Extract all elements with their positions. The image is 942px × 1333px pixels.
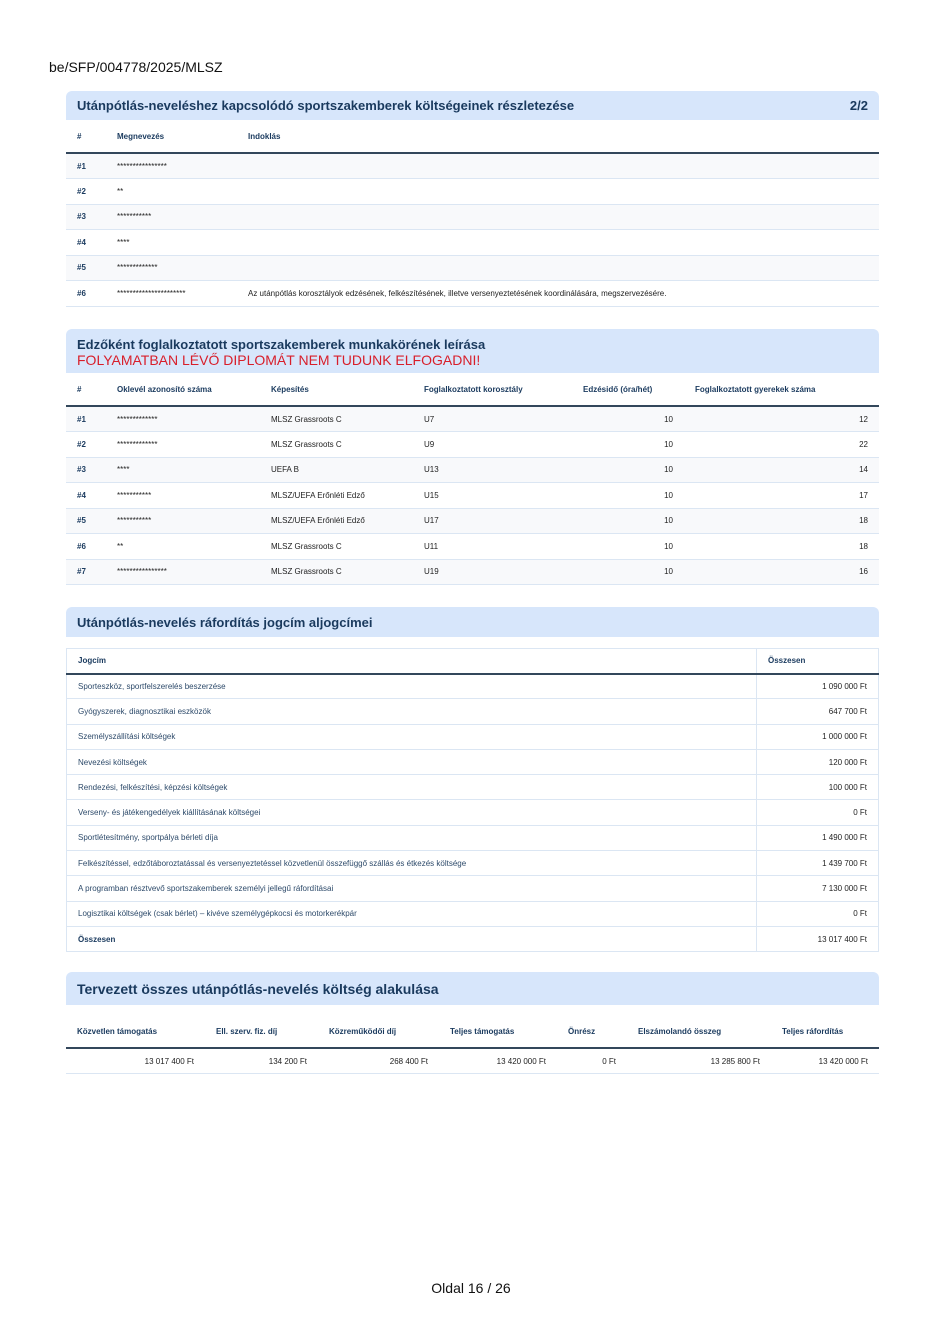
row-reason [237, 230, 879, 256]
section-coach-roles [66, 329, 879, 585]
row-index: #1 [66, 153, 106, 179]
age-group: U19 [413, 559, 572, 585]
qualification: MLSZ Grassroots C [260, 406, 413, 432]
row-index: #2 [66, 432, 106, 458]
row-index: #3 [66, 457, 106, 483]
section-header [66, 91, 879, 120]
qualification: MLSZ/UEFA Erőnléti Edző [260, 508, 413, 534]
total-label: Összesen [67, 926, 757, 951]
section-header [66, 329, 879, 373]
table-row [67, 699, 879, 724]
column-header: Jogcím [67, 649, 757, 674]
category-label: A programban résztvevő sportszakemberek személyi jellegű ráfordításai [67, 876, 757, 901]
row-reason [237, 153, 879, 179]
own-contribution-value: 0 Ft [557, 1048, 627, 1074]
column-header: Közvetlen támogatás [66, 1015, 205, 1048]
total-amount: 13 017 400 Ft [757, 926, 879, 951]
column-header: # [66, 373, 106, 406]
category-amount: 100 000 Ft [757, 775, 879, 800]
contributor-fee-value: 268 400 Ft [318, 1048, 439, 1074]
table-row [67, 901, 879, 926]
row-name: ** [106, 179, 237, 205]
table-row [66, 255, 879, 281]
training-hours: 10 [572, 483, 684, 509]
section-expense-subcategories [66, 607, 879, 952]
category-label: Gyógyszerek, diagnosztikai eszközök [67, 699, 757, 724]
section-staff-costs [66, 91, 879, 307]
training-hours: 10 [572, 508, 684, 534]
table-row [66, 406, 879, 432]
column-header: Teljes támogatás [439, 1015, 557, 1048]
age-group: U15 [413, 483, 572, 509]
children-count: 18 [684, 508, 879, 534]
row-name: **************** [106, 153, 237, 179]
row-reason [237, 179, 879, 205]
certificate-id: *********** [106, 483, 260, 509]
category-label: Nevezési költségek [67, 749, 757, 774]
table-row [67, 800, 879, 825]
training-hours: 10 [572, 406, 684, 432]
column-header: Megnevezés [106, 120, 237, 153]
table-row [67, 876, 879, 901]
age-group: U9 [413, 432, 572, 458]
category-label: Sporteszköz, sportfelszerelés beszerzése [67, 674, 757, 699]
qualification: MLSZ Grassroots C [260, 432, 413, 458]
age-group: U7 [413, 406, 572, 432]
table-row [67, 775, 879, 800]
category-amount: 647 700 Ft [757, 699, 879, 724]
category-amount: 0 Ft [757, 800, 879, 825]
training-hours: 10 [572, 534, 684, 560]
column-header: # [66, 120, 106, 153]
age-group: U11 [413, 534, 572, 560]
warning-notice: FOLYAMATBAN LÉVŐ DIPLOMÁT NEM TUDUNK ELFOGADNI! [77, 352, 481, 368]
column-header: Önrész [557, 1015, 627, 1048]
certificate-id: *********** [106, 508, 260, 534]
category-amount: 7 130 000 Ft [757, 876, 879, 901]
row-reason [237, 204, 879, 230]
row-name: ********************** [106, 281, 237, 307]
column-header: Teljes ráfordítás [771, 1015, 879, 1048]
section-title: Edzőként foglalkoztatott sportszakemberek munkakörének leírása [77, 337, 486, 352]
qualification: UEFA B [260, 457, 413, 483]
column-header: Edzésidő (óra/hét) [572, 373, 684, 406]
row-reason [237, 255, 879, 281]
section-title: Utánpótlás-nevelés ráfordítás jogcím aljogcímei [77, 614, 373, 630]
row-index: #1 [66, 406, 106, 432]
category-amount: 120 000 Ft [757, 749, 879, 774]
certificate-id: ************* [106, 432, 260, 458]
table-row [66, 153, 879, 179]
table-header-row [66, 120, 879, 153]
column-header: Összesen [757, 649, 879, 674]
certificate-id: **** [106, 457, 260, 483]
page-footer: Oldal 16 / 26 [431, 1280, 511, 1296]
column-header: Képesítés [260, 373, 413, 406]
category-amount: 1 490 000 Ft [757, 825, 879, 850]
qualification: MLSZ/UEFA Erőnléti Edző [260, 483, 413, 509]
training-hours: 10 [572, 559, 684, 585]
children-count: 12 [684, 406, 879, 432]
section-page-indicator: 2/2 [849, 98, 868, 113]
category-amount: 1 439 700 Ft [757, 851, 879, 876]
table-row [66, 179, 879, 205]
category-label: Verseny- és játékengedélyek kiállításának költségei [67, 800, 757, 825]
row-index: #5 [66, 255, 106, 281]
table-row [66, 559, 879, 585]
table-row [66, 230, 879, 256]
row-index: #6 [66, 281, 106, 307]
column-header: Ell. szerv. fiz. díj [205, 1015, 318, 1048]
table-header-row [66, 1015, 879, 1048]
table-row [66, 281, 879, 307]
category-label: Személyszállítási költségek [67, 724, 757, 749]
total-row [67, 926, 879, 951]
table-row [66, 1048, 879, 1074]
coach-roles-table [66, 373, 879, 585]
column-header: Indoklás [237, 120, 879, 153]
row-index: #5 [66, 508, 106, 534]
table-header-row [66, 373, 879, 406]
children-count: 14 [684, 457, 879, 483]
category-amount: 1 000 000 Ft [757, 724, 879, 749]
section-planned-costs [66, 972, 879, 1074]
total-support-value: 13 420 000 Ft [439, 1048, 557, 1074]
row-index: #6 [66, 534, 106, 560]
section-header [66, 607, 879, 637]
table-row [67, 674, 879, 699]
expense-subcategories-table [66, 648, 879, 952]
table-row [67, 851, 879, 876]
children-count: 22 [684, 432, 879, 458]
row-index: #2 [66, 179, 106, 205]
staff-costs-table [66, 120, 879, 307]
category-label: Sportlétesítmény, sportpálya bérleti díja [67, 825, 757, 850]
qualification: MLSZ Grassroots C [260, 559, 413, 585]
table-row [66, 457, 879, 483]
column-header: Oklevél azonosító száma [106, 373, 260, 406]
category-label: Logisztikai költségek (csak bérlet) – kivéve személygépkocsi és motorkerékpár [67, 901, 757, 926]
children-count: 16 [684, 559, 879, 585]
table-row [66, 534, 879, 560]
document-id: be/SFP/004778/2025/MLSZ [49, 59, 223, 75]
section-title: Tervezett összes utánpótlás-nevelés költség alakulása [77, 980, 439, 997]
section-title: Utánpótlás-neveléshez kapcsolódó sportszakemberek költségeinek részletezése [77, 98, 575, 113]
age-group: U13 [413, 457, 572, 483]
direct-support-value: 13 017 400 Ft [66, 1048, 205, 1074]
row-index: #7 [66, 559, 106, 585]
certificate-id: ** [106, 534, 260, 560]
table-row [66, 483, 879, 509]
control-fee-value: 134 200 Ft [205, 1048, 318, 1074]
table-row [67, 825, 879, 850]
category-amount: 0 Ft [757, 901, 879, 926]
column-header: Közreműködői díj [318, 1015, 439, 1048]
row-name: **** [106, 230, 237, 256]
table-row [66, 508, 879, 534]
children-count: 18 [684, 534, 879, 560]
age-group: U17 [413, 508, 572, 534]
table-row [67, 749, 879, 774]
planned-costs-table [66, 1015, 879, 1074]
certificate-id: **************** [106, 559, 260, 585]
column-header: Foglalkoztatott korosztály [413, 373, 572, 406]
table-row [66, 204, 879, 230]
settlement-amount-value: 13 285 800 Ft [627, 1048, 771, 1074]
training-hours: 10 [572, 432, 684, 458]
row-name: *********** [106, 204, 237, 230]
row-index: #3 [66, 204, 106, 230]
category-label: Rendezési, felkészítési, képzési költségek [67, 775, 757, 800]
category-amount: 1 090 000 Ft [757, 674, 879, 699]
training-hours: 10 [572, 457, 684, 483]
section-header [66, 972, 879, 1005]
row-name: ************* [106, 255, 237, 281]
row-index: #4 [66, 483, 106, 509]
certificate-id: ************* [106, 406, 260, 432]
table-header-row [67, 649, 879, 674]
row-index: #4 [66, 230, 106, 256]
column-header: Elszámolandó összeg [627, 1015, 771, 1048]
table-row [66, 432, 879, 458]
total-expenditure-value: 13 420 000 Ft [771, 1048, 879, 1074]
column-header: Foglalkoztatott gyerekek száma [684, 373, 879, 406]
category-label: Felkészítéssel, edzőtáboroztatással és versenyeztetéssel közvetlenül összefüggő szállás és étkezés költsége [67, 851, 757, 876]
row-reason: Az utánpótlás korosztályok edzésének, felkészítésének, illetve versenyeztetésének koordinálására, megszervezésére. [237, 281, 879, 307]
qualification: MLSZ Grassroots C [260, 534, 413, 560]
table-row [67, 724, 879, 749]
children-count: 17 [684, 483, 879, 509]
